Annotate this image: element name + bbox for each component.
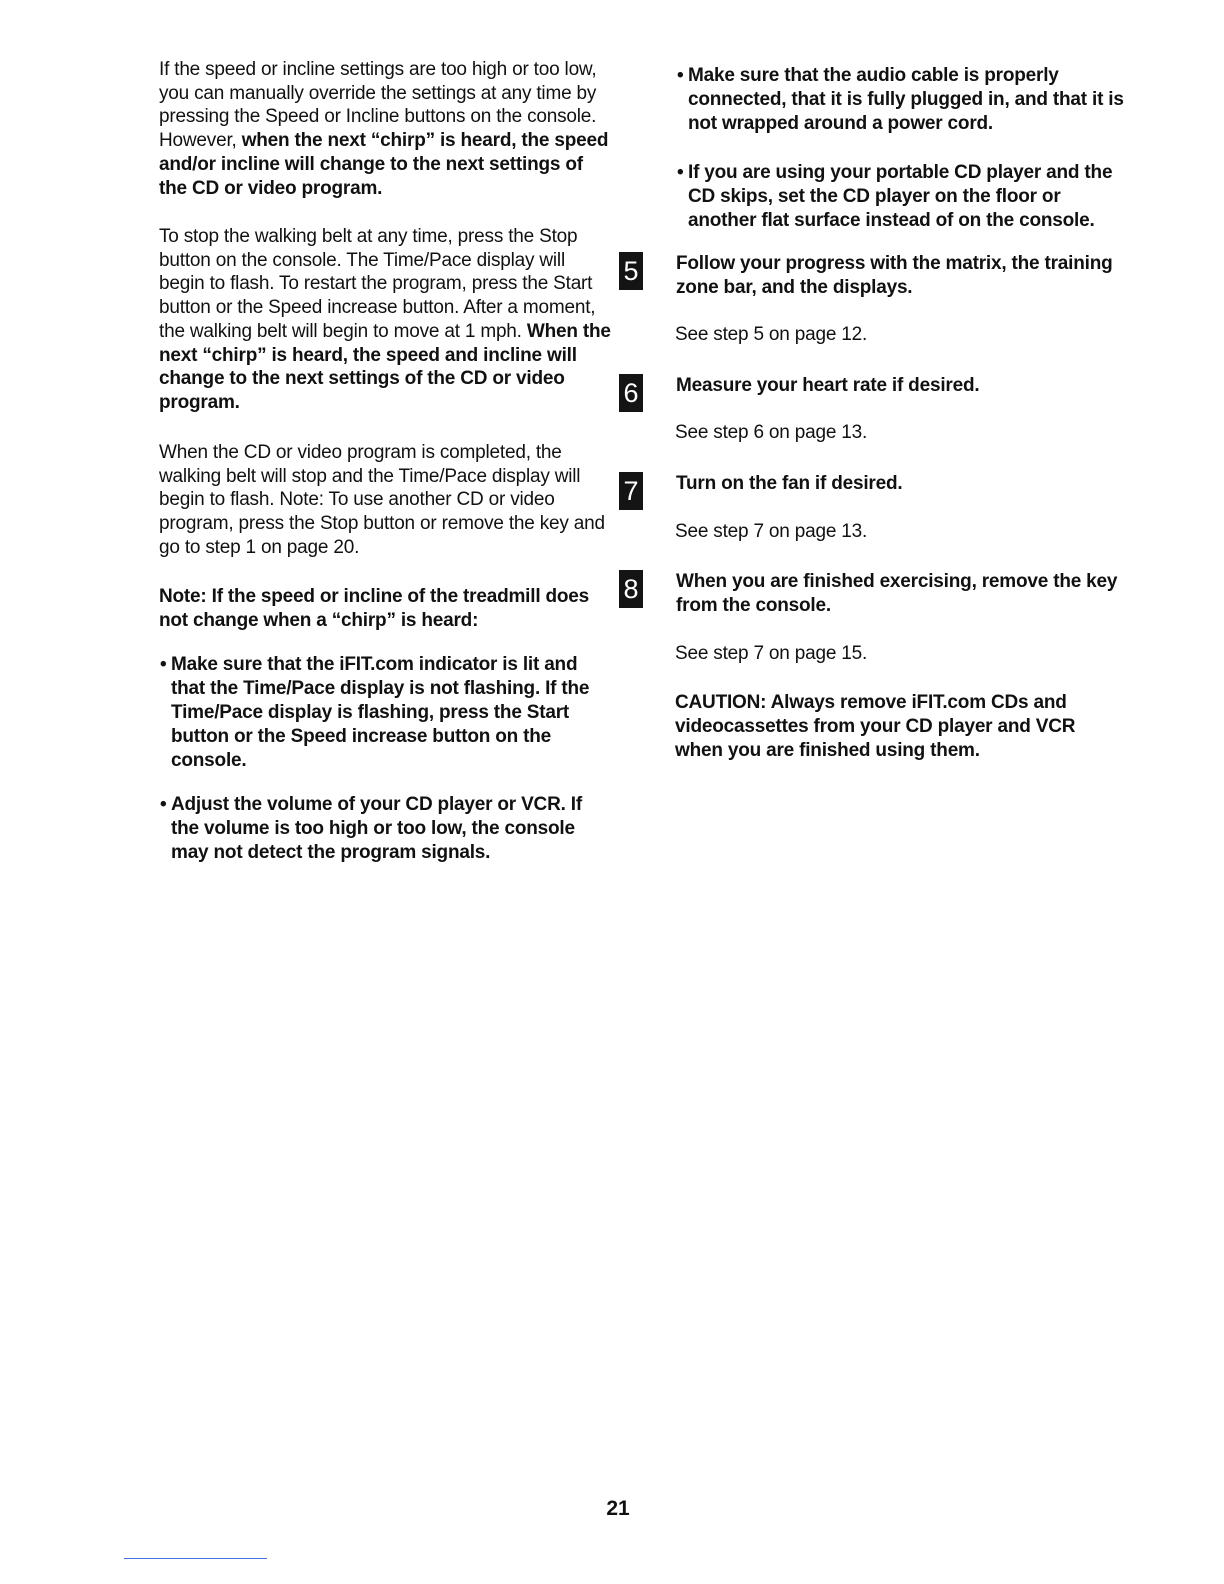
bullet-text: Adjust the volume of your CD player or VCR. If the volume is too high or too low, the console may not detect the program signals. <box>171 794 582 863</box>
step-number-badge: 5 <box>619 252 643 290</box>
paragraph-override-settings <box>159 58 611 200</box>
step-reference: See step 6 on page 13. <box>675 422 868 443</box>
footer-divider <box>124 1558 267 1559</box>
bullet-text: Make sure that the iFIT.com indicator is lit and that the Time/Pace display is not flashing. If the Time/Pace display is flashing, press the Start button or the Speed increase button on the console. <box>171 654 590 771</box>
step-number-badge: 8 <box>619 570 643 608</box>
paragraph-stop-bold: When the next “chirp” is heard, the speed and incline will change to the next settings of the CD or video program. <box>159 320 611 413</box>
bullet-item <box>677 161 1128 233</box>
paragraph-override-text: If the speed or incline settings are too high or too low, you can manually override the settings at any time by pressing the Speed or Incline buttons on the console. However, <box>159 59 597 152</box>
bullet-dot: • <box>160 654 167 675</box>
bullet-text: If you are using your portable CD player and the CD skips, set the CD player on the floor or another flat surface instead of on the console. <box>688 162 1113 231</box>
bullet-item <box>677 64 1128 136</box>
step-instruction: When you are finished exercising, remove the key from the console. <box>676 571 1118 616</box>
paragraph-stop-belt <box>159 225 611 415</box>
step-reference: See step 5 on page 12. <box>675 324 868 345</box>
step-reference: See step 7 on page 13. <box>675 521 868 542</box>
step-number-badge: 6 <box>619 374 643 412</box>
paragraph-stop-text: To stop the walking belt at any time, press the Stop button on the console. The Time/Pace display will begin to flash. To restart the program, press the Start button or the Speed increase button. After a moment, the walking belt will begin to move at 1 mph. <box>159 226 596 342</box>
paragraph-program-completed: When the CD or video program is completed, the walking belt will stop and the Time/Pace display will begin to flash. Note: To use another CD or video program, press the Stop button or remove the key and go to step 1 on page 20. <box>159 442 605 558</box>
bullet-item <box>160 793 601 865</box>
bullet-text: Make sure that the audio cable is properly connected, that it is fully plugged in, and that it is not wrapped around a power cord. <box>688 65 1124 134</box>
caution-note: CAUTION: Always remove iFIT.com CDs and videocassettes from your CD player and VCR when you are finished using them. <box>675 692 1076 761</box>
page-number: 21 <box>606 1497 630 1520</box>
step-instruction: Measure your heart rate if desired. <box>676 375 980 396</box>
paragraph-override-bold: when the next “chirp” is heard, the speed and/or incline will change to the next settings of the CD or video program. <box>159 130 609 199</box>
step-instruction: Follow your progress with the matrix, the training zone bar, and the displays. <box>676 253 1113 298</box>
step-instruction: Turn on the fan if desired. <box>676 473 903 494</box>
bullet-dot: • <box>677 162 684 183</box>
note-heading: Note: If the speed or incline of the treadmill does not change when a “chirp” is heard: <box>159 586 590 631</box>
bullet-dot: • <box>677 65 684 86</box>
step-reference: See step 7 on page 15. <box>675 643 868 664</box>
bullet-item <box>160 653 611 773</box>
bullet-dot: • <box>160 794 167 815</box>
step-number-badge: 7 <box>619 472 643 510</box>
